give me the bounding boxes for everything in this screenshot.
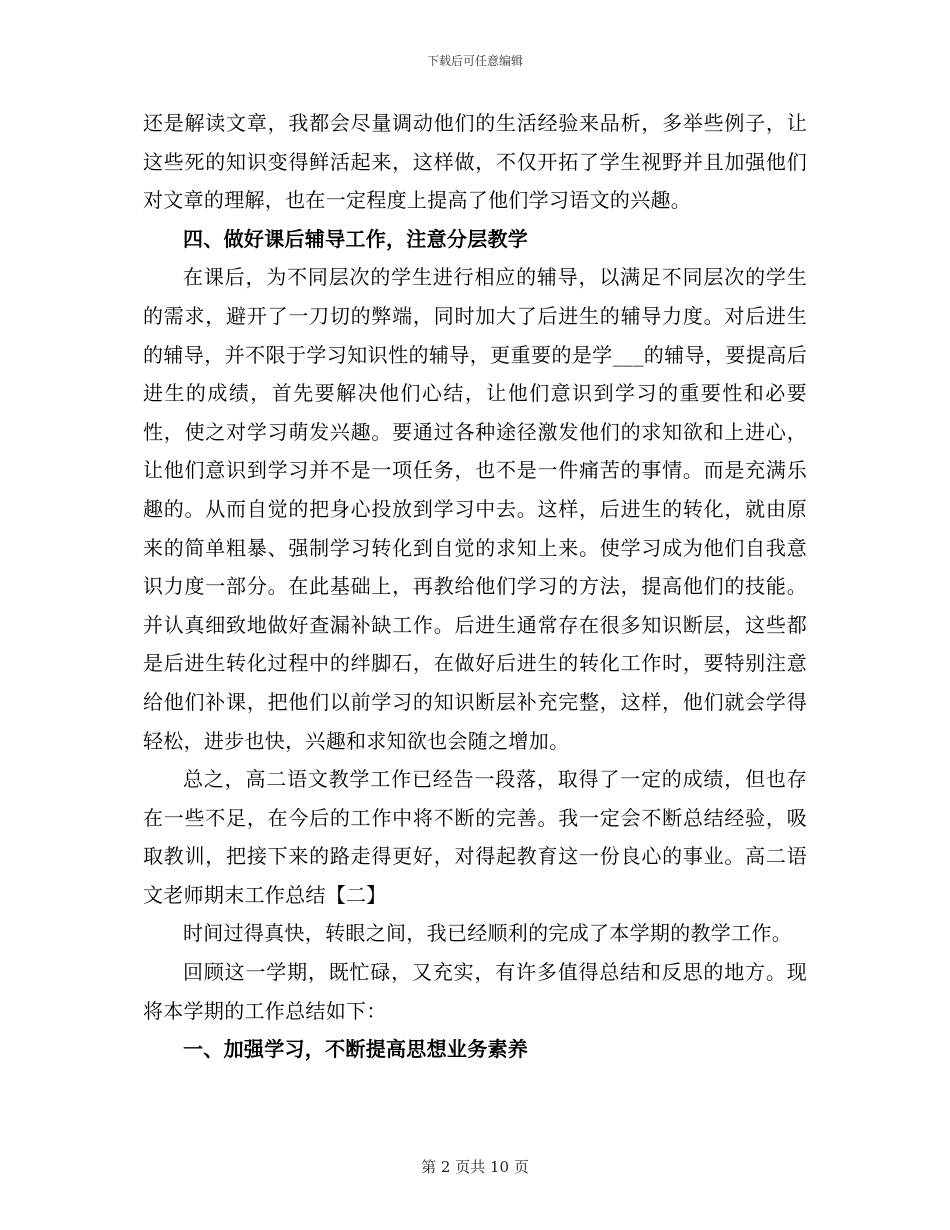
paragraph-summary: 总之，高二语文教学工作已经告一段落，取得了一定的成绩，但也存在一些不足，在今后的工作中将不断的完善。我一定会不断总结经验，吸取教训，把接下来的路走得更好，对得起教育这一份良心的事业。高二语文老师期末工作总结【二】 <box>143 767 807 907</box>
section-heading-1: 一、加强学习，不断提高思想业务素养 <box>183 1037 529 1062</box>
paragraph-continuation: 还是解读文章，我都会尽量调动他们的生活经验来品析，多举些例子，让这些死的知识变得鲜活起来，这样做，不仅开拓了学生视野并且加强他们对文章的理解，也在一定程度上提高了他们学习语文的兴趣。 <box>143 111 807 213</box>
page-footer: 第 2 页共 10 页 <box>421 1158 529 1176</box>
paragraph-review: 回顾这一学期，既忙碌，又充实，有许多值得总结和反思的地方。现将本学期的工作总结如下： <box>143 960 807 1023</box>
paragraph-tutoring: 在课后，为不同层次的学生进行相应的辅导，以满足不同层次的学生的需求，避开了一刀切的弊端，同时加大了后进生的辅导力度。对后进生的辅导，并不限于学习知识性的辅导，更重要的是学___的辅导，要提高后进生的成绩，首先要解决他们心结，让他们意识到学习的重要性和必要性，使之对学习萌发兴趣。要通过各种途径激发他们的求知欲和上进心，让他们意识到学习并不是一项任务，也不是一件痛苦的事情。而是充满乐趣的。从而自觉的把身心投放到学习中去。这样，后进生的转化，就由原来的简单粗暴、强制学习转化到自觉的求知上来。使学习成为他们自我意识力度一部分。在此基础上，再教给他们学习的方法，提高他们的技能。并认真细致地做好查漏补缺工作。后进生通常存在很多知识断层，这些都是后进生转化过程中的绊脚石，在做好后进生的转化工作时，要特别注意给他们补课，把他们以前学习的知识断层补充完整，这样，他们就会学得轻松，进步也快，兴趣和求知欲也会随之增加。 <box>143 265 807 753</box>
document-body <box>143 104 807 1069</box>
paragraph-time: 时间过得真快，转眼之间，我已经顺利的完成了本学期的教学工作。 <box>183 921 792 946</box>
page-header: 下载后可任意编辑 <box>426 54 523 68</box>
section-heading-4: 四、做好课后辅导工作，注意分层教学 <box>183 226 529 251</box>
